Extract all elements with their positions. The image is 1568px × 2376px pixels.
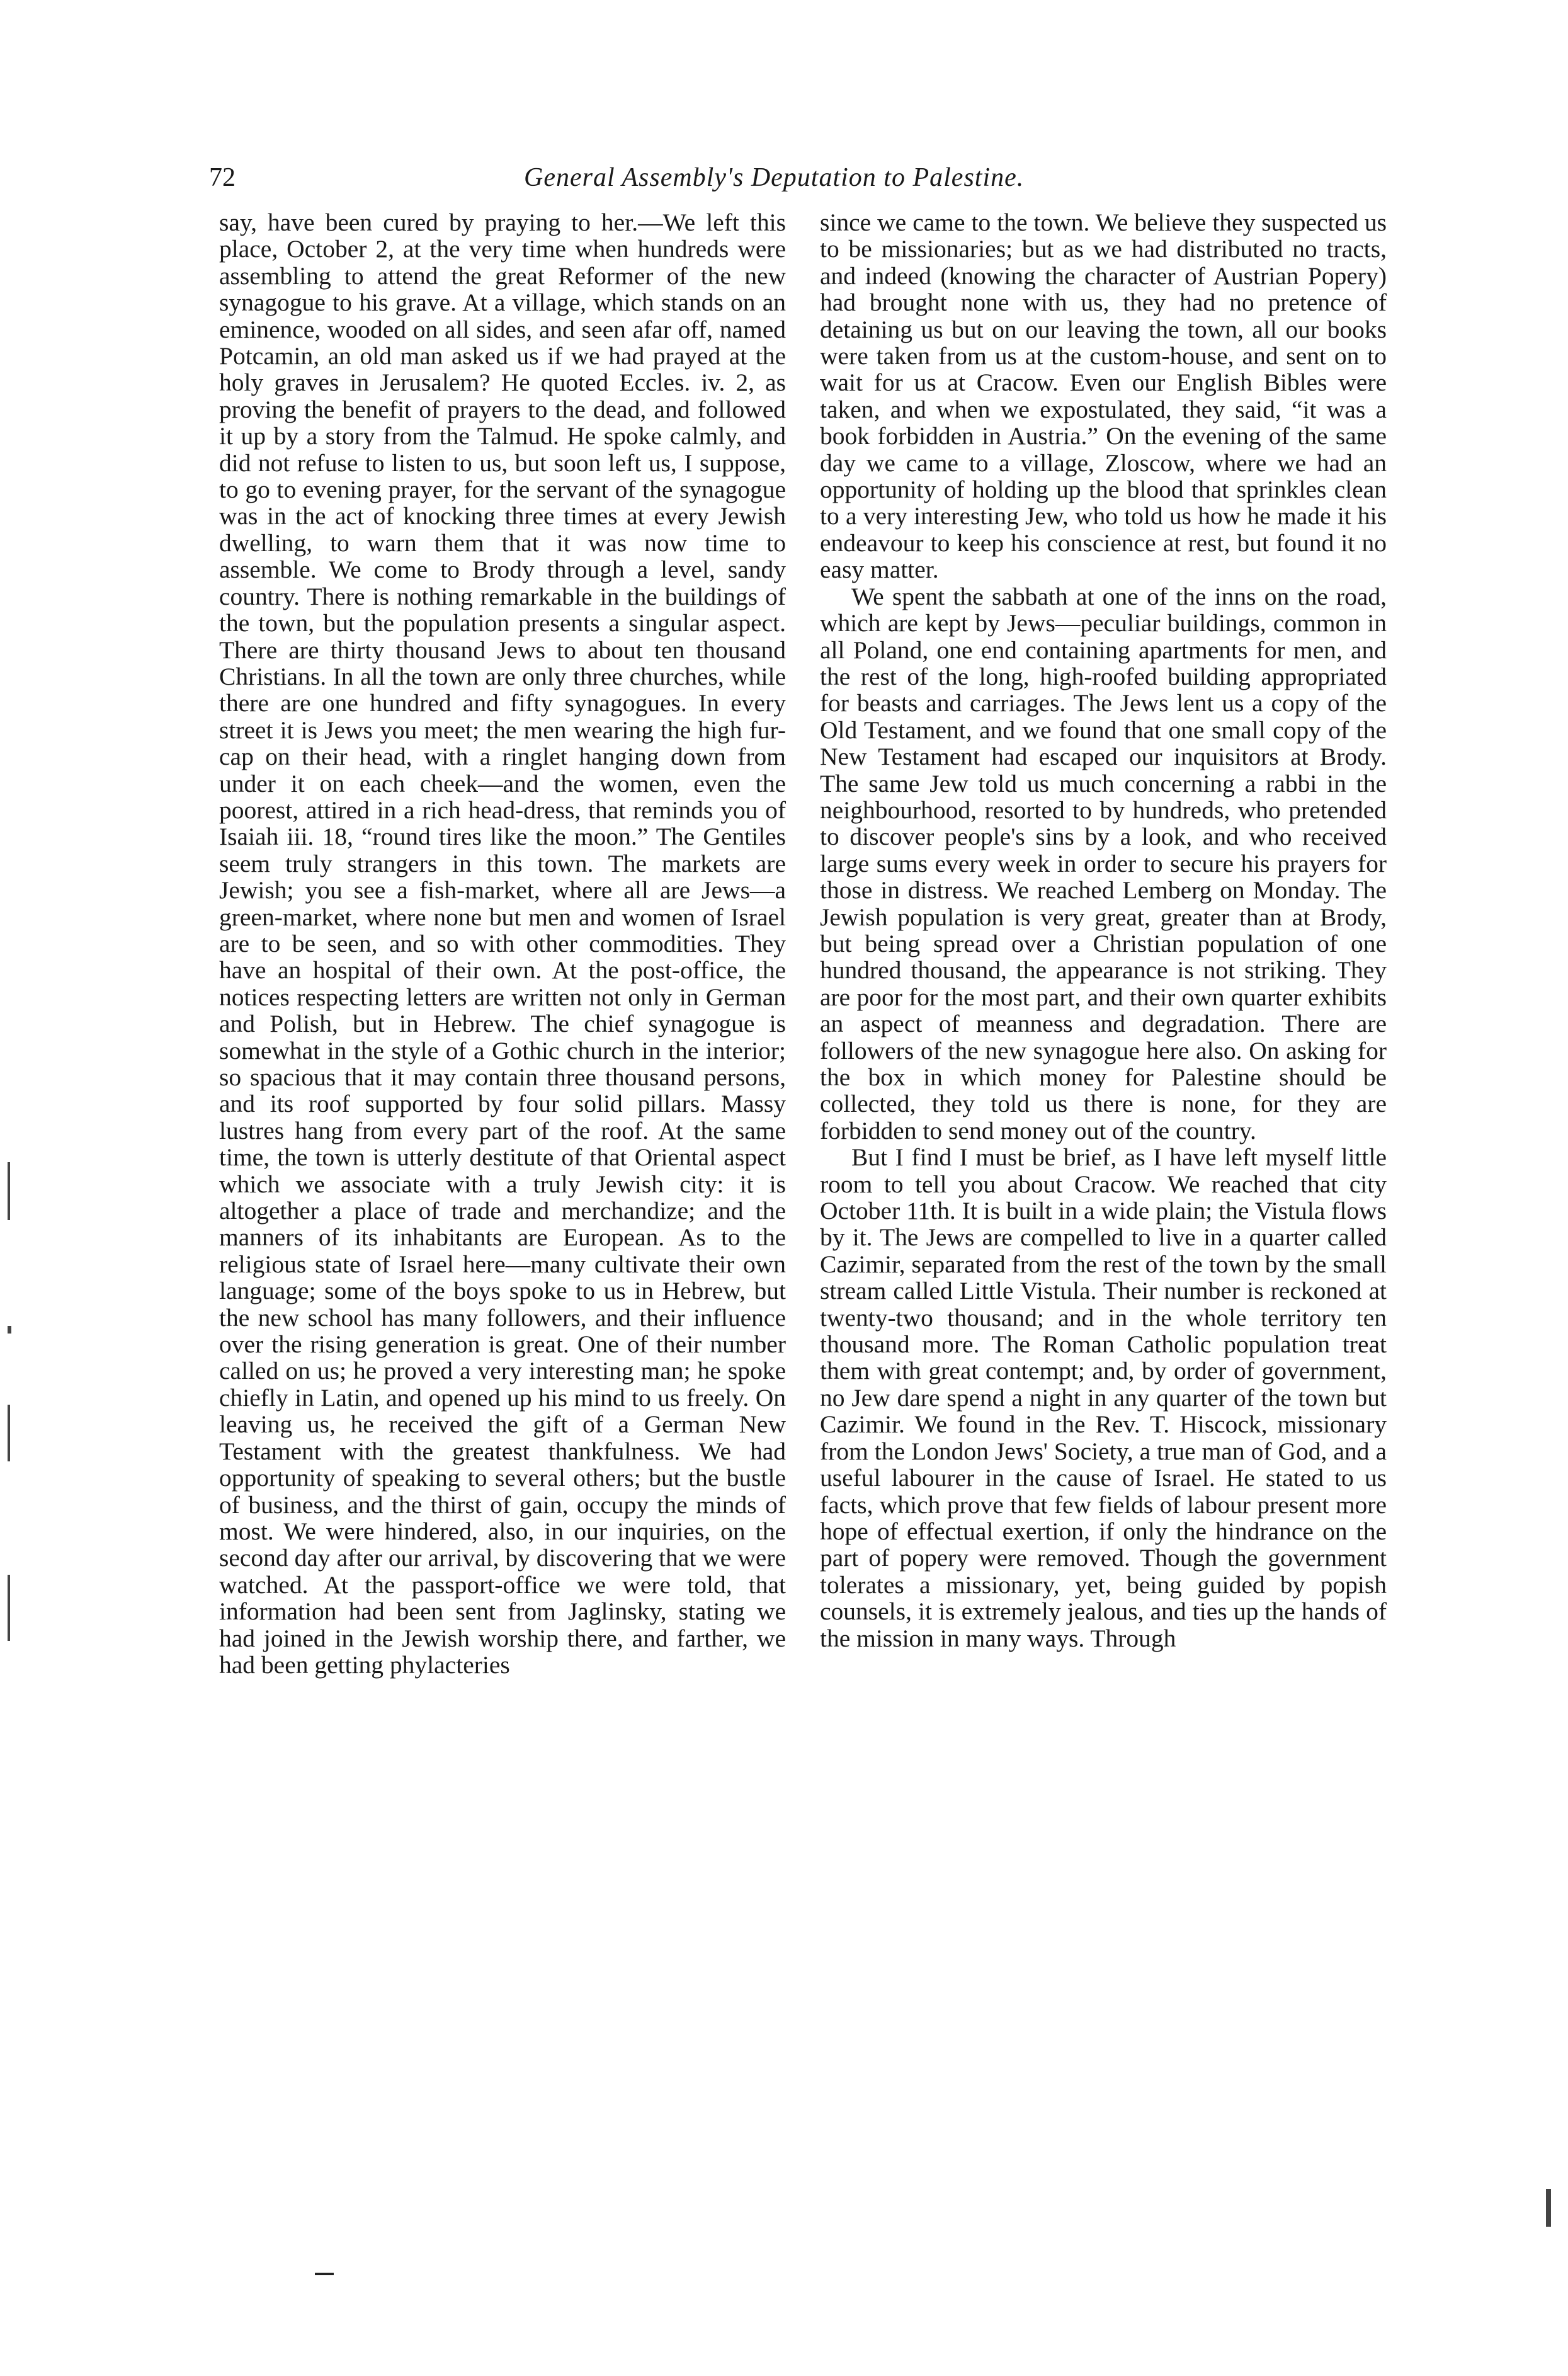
margin-mark bbox=[1546, 2189, 1551, 2227]
paragraph: since we came to the town. We believe they suspected us to be missionaries; but as we had distributed no tracts, and indeed (knowing the character of Austrian Popery) had brought none with us, they had no pretence of detaining us but on our leaving the town, all our books were taken from us at the custom-house, and sent on to wait for us at Cracow. Even our English Bibles were taken, and when we expostulated, they said, “it was a book forbidden in Austria.” On the evening of the same day we came to a village, Zloscow, where we had an opportunity of holding up the blood that sprinkles clean to a very interesting Jew, who told us how he made it his endeavour to keep his conscience at rest, but found it no easy matter. bbox=[820, 208, 1387, 584]
right-column bbox=[820, 209, 1387, 1652]
margin-mark bbox=[8, 1326, 11, 1334]
paragraph: say, have been cured by praying to her.—We left this place, October 2, at the very time when hundreds were assembling to attend the great Reformer of the new synagogue to his grave. At a village, which stands on an eminence, wooded on all sides, and seen afar off, named Potcamin, an old man asked us if we had prayed at the holy graves in Jerusalem? He quoted Eccles. iv. 2, as proving the benefit of prayers to the dead, and followed it up by a story from the Talmud. He spoke calmly, and did not refuse to listen to us, but soon left us, I suppose, to go to evening prayer, for the servant of the synagogue was in the act of knocking three times at every Jewish dwelling, to warn them that it was now time to assemble. We come to Brody through a level, sandy country. There is nothing remarkable in the buildings of the town, but the population presents a singular aspect. There are thirty thousand Jews to about ten thousand Christians. In all the town are only three churches, while there are one hundred and fifty synagogues. In every street it is Jews you meet; the men wearing the high fur-cap on their head, with a ringlet hanging down from under it on each cheek—and the women, even the poorest, attired in a rich head-dress, that reminds you of Isaiah iii. 18, “round tires like the moon.” The Gentiles seem truly strangers in this town. The markets are Jewish; you see a fish-market, where all are Jews—a green-market, where none but men and women of Israel are to be seen, and so with other commodities. They have an hospital of their own. At the post-office, the notices respecting letters are written not only in German and Polish, but in Hebrew. The chief synagogue is somewhat in the style of a Gothic church in the interior; so spacious that it may contain three thousand persons, and its roof supported by four solid pillars. Massy lustres hang from every part of the roof. At the same time, the town is utterly destitute of that Oriental aspect which we associate with a truly Jewish city: it is altogether a place of trade and merchandize; and the manners of its inhabitants are European. As to the religious state of Israel here—many cultivate their own language; some of the boys spoke to us in Hebrew, but the new school has many followers, and their influence over the rising generation is great. One of their number called on us; he proved a very interesting man; he spoke chiefly in Latin, and opened up his mind to us freely. On leaving us, he received the gift of a German New Testament with the greatest thankfulness. We had opportunity of speaking to several others; but the bustle of business, and the thirst of gain, occupy the minds of most. We were hindered, also, in our inquiries, on the second day after our arrival, by discovering that we were watched. At the passport-office we were told, that information had been sent from Jaglinsky, stating we had joined in the Jewish worship there, and farther, we had been getting phylacteries bbox=[219, 208, 786, 1679]
footer-dash bbox=[315, 2273, 334, 2275]
page-number: 72 bbox=[209, 163, 236, 192]
running-header bbox=[209, 159, 1379, 197]
running-title: General Assembly's Deputation to Palestine. bbox=[524, 163, 1025, 192]
paragraph: But I find I must be brief, as I have left myself little room to tell you about Cracow. We reached that city October 11th. It is built in a wide plain; the Vistula flows by it. The Jews are compelled to live in a quarter called Cazimir, separated from the rest of the town by the small stream called Little Vistula. Their number is reckoned at twenty-two thousand; and in the whole territory ten thousand more. The Roman Catholic population treat them with great contempt; and, by order of government, no Jew dare spend a night in any quarter of the town but Cazimir. We found in the Rev. T. Hiscock, missionary from the London Jews' Society, a true man of God, and a useful labourer in the cause of Israel. He stated to us facts, which prove that few fields of labour present more hope of effectual exertion, if only the hindrance on the part of popery were removed. Though the government tolerates a missionary, yet, being guided by popish counsels, it is extremely jealous, and ties up the hands of the mission in many ways. Through bbox=[820, 1143, 1387, 1652]
paragraph: We spent the sabbath at one of the inns on the road, which are kept by Jews—peculiar buildings, common in all Poland, one end containing apartments for men, and the rest of the long, high-roofed building appropriated for beasts and carriages. The Jews lent us a copy of the Old Testament, and we found that one small copy of the New Testament had escaped our inquisitors at Brody. The same Jew told us much concerning a rabbi in the neighbourhood, resorted to by hundreds, who pretended to discover people's sins by a look, and who received large sums every week in order to secure his prayers for those in distress. We reached Lemberg on Monday. The Jewish population is very great, greater than at Brody, but being spread over a Christian population of one hundred thousand, the appearance is not striking. They are poor for the most part, and their own quarter exhibits an aspect of meanness and degradation. There are followers of the new synagogue here also. On asking for the box in which money for Palestine should be collected, they told us there is none, for they are forbidden to send money out of the country. bbox=[820, 582, 1387, 1145]
left-column bbox=[219, 209, 786, 1678]
margin-mark bbox=[8, 1162, 10, 1220]
margin-mark bbox=[8, 1575, 10, 1641]
margin-mark bbox=[8, 1405, 10, 1461]
